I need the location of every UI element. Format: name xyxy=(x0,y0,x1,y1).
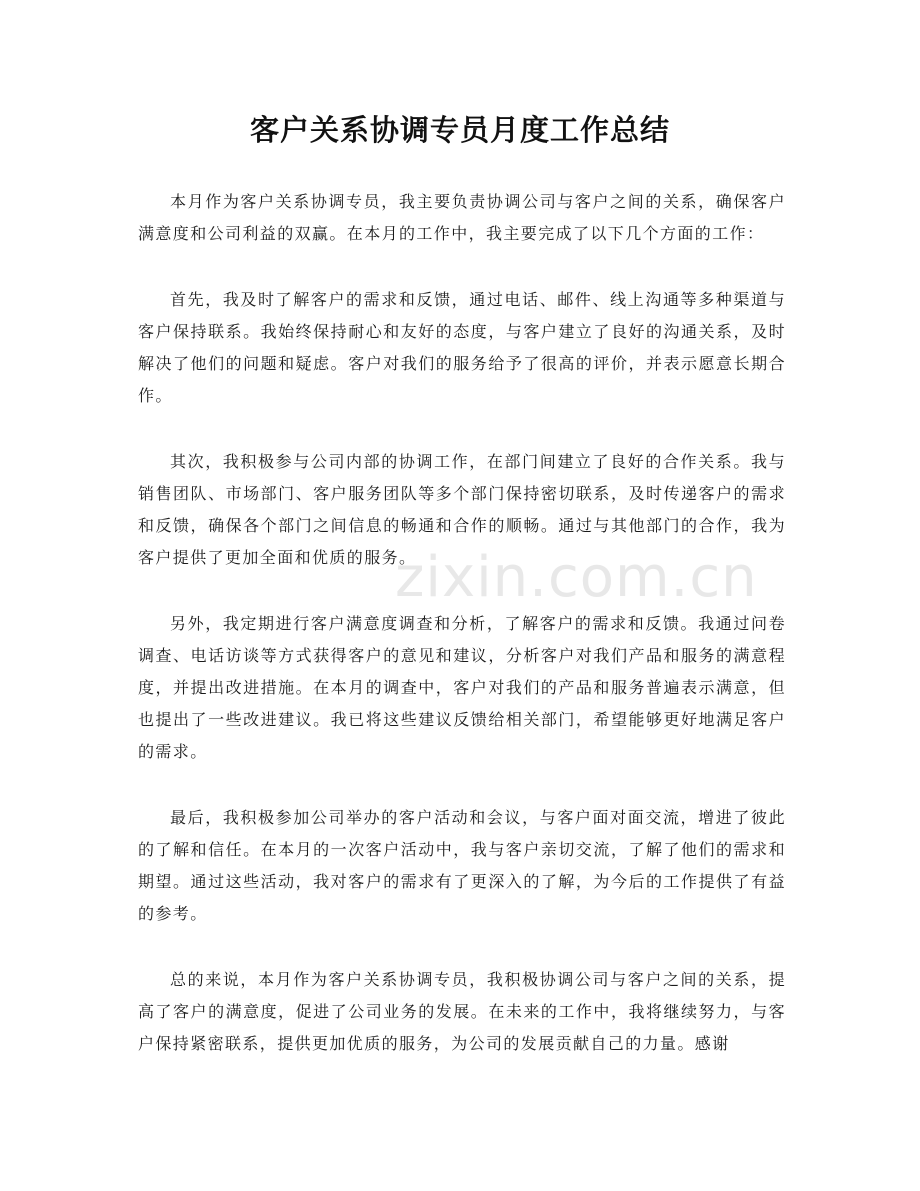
paragraph-intro: 本月作为客户关系协调专员，我主要负责协调公司与客户之间的关系，确保客户满意度和公司利益的双赢。在本月的工作中，我主要完成了以下几个方面的工作： xyxy=(138,192,786,243)
paragraph-summary: 总的来说，本月作为客户关系协调专员，我积极协调公司与客户之间的关系，提高了客户的满意度，促进了公司业务的发展。在未来的工作中，我将继续努力，与客户保持紧密联系，提供更加优质的服务，为公司的发展贡献自己的力量。感谢 xyxy=(138,970,786,1053)
document-title: 客户关系协调专员月度工作总结 xyxy=(249,113,670,147)
paragraph-second: 其次，我积极参与公司内部的协调工作，在部门间建立了良好的合作关系。我与销售团队、市场部门、客户服务团队等多个部门保持密切联系，及时传递客户的需求和反馈，确保各个部门之间信息的畅通和合作的顺畅。通过与其他部门的合作，我为客户提供了更加全面和优质的服务。 xyxy=(138,452,786,567)
paragraph-fourth: 最后，我积极参加公司举办的客户活动和会议，与客户面对面交流，增进了彼此的了解和信任。在本月的一次客户活动中，我与客户亲切交流，了解了他们的需求和期望。通过这些活动，我对客户的需求有了更深入的了解，为今后的工作提供了有益的参考。 xyxy=(138,808,786,923)
paragraph-third: 另外，我定期进行客户满意度调查和分析，了解客户的需求和反馈。我通过问卷调查、电话访谈等方式获得客户的意见和建议，分析客户对我们产品和服务的满意程度，并提出改进措施。在本月的调查中，客户对我们的产品和服务普遍表示满意，但也提出了一些改进建议。我已将这些建议反馈给相关部门，希望能够更好地满足客户的需求。 xyxy=(138,614,786,761)
watermark: zixin.com.cn xyxy=(395,545,758,610)
document-body xyxy=(138,186,786,1094)
paragraph-first: 首先，我及时了解客户的需求和反馈，通过电话、邮件、线上沟通等多种渠道与客户保持联系。我始终保持耐心和友好的态度，与客户建立了良好的沟通关系，及时解决了他们的问题和疑虑。客户对我们的服务给予了很高的评价，并表示愿意长期合作。 xyxy=(138,290,786,405)
